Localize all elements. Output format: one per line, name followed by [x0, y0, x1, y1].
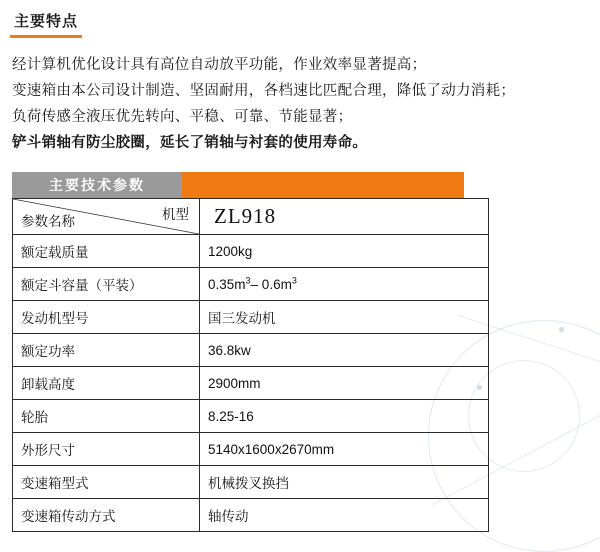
spec-title-bar — [12, 172, 464, 198]
row-label: 额定载质量 — [13, 235, 200, 268]
table-header-row — [13, 199, 489, 235]
row-label: 额定功率 — [13, 334, 200, 367]
table-row — [13, 466, 489, 499]
feature-list — [8, 52, 592, 156]
row-value: 2900mm — [200, 367, 489, 400]
feature-item: 铲斗销轴有防尘胶圈，延长了销轴与衬套的使用寿命。 — [12, 135, 368, 151]
row-value: 机械拨叉换挡 — [200, 466, 489, 499]
table-row — [13, 235, 489, 268]
spec-title-label: 主要技术参数 — [12, 172, 182, 198]
row-label: 变速箱传动方式 — [13, 499, 200, 532]
page-title: 主要特点 — [10, 10, 82, 38]
header-param-label: 参数名称 — [21, 214, 75, 229]
spec-title-accent — [182, 172, 464, 198]
table-row — [13, 499, 489, 532]
row-label: 外形尺寸 — [13, 433, 200, 466]
table-row — [13, 268, 489, 301]
row-label: 卸载高度 — [13, 367, 200, 400]
table-row — [13, 301, 489, 334]
row-value: 5140x1600x2670mm — [200, 433, 489, 466]
row-value: 36.8kw — [200, 334, 489, 367]
feature-item: 变速箱由本公司设计制造、坚固耐用，各档速比匹配合理，降低了动力消耗； — [12, 83, 516, 99]
row-label: 变速箱型式 — [13, 466, 200, 499]
feature-item: 经计算机优化设计具有高位自动放平功能，作业效率显著提高； — [12, 57, 427, 73]
table-row — [13, 433, 489, 466]
feature-item: 负荷传感全液压优先转向、平稳、可靠、节能显著； — [12, 109, 353, 125]
row-value: 1200kg — [200, 235, 489, 268]
row-value: 国三发动机 — [200, 301, 489, 334]
row-label: 轮胎 — [13, 400, 200, 433]
table-row — [13, 334, 489, 367]
table-row — [13, 400, 489, 433]
diagonal-header-cell — [13, 199, 200, 235]
header-model-label: 机型 — [162, 207, 189, 222]
row-label: 额定斗容量（平装） — [13, 268, 200, 301]
model-name: ZL918 — [200, 199, 489, 235]
row-value: $0.35m^3-$ $0.6m^3$ — [200, 268, 489, 301]
row-value: 8.25-16 — [200, 400, 489, 433]
row-value: 轴传动 — [200, 499, 489, 532]
row-label: 发动机型号 — [13, 301, 200, 334]
table-row — [13, 367, 489, 400]
